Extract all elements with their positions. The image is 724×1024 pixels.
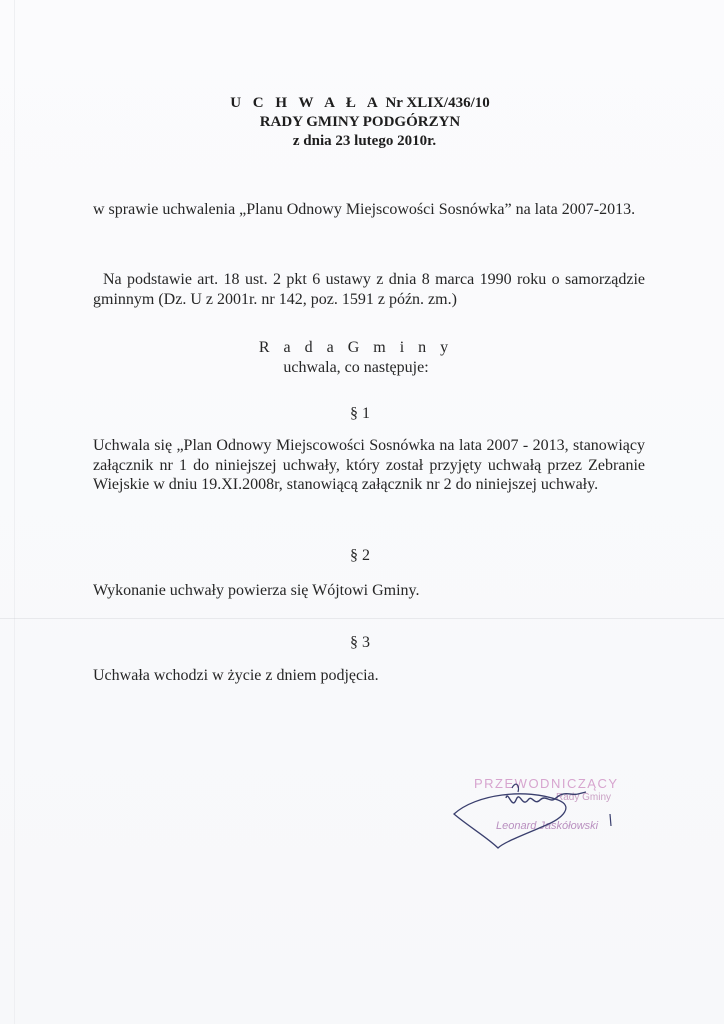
stamp-title: PRZEWODNICZĄCY [474, 776, 619, 791]
council-name: R a d a G m i n y [258, 339, 454, 356]
stamp-name: Leonard Jaskółowski [496, 820, 599, 832]
resolution-number [0, 94, 724, 113]
resolution-number-value: Nr XLIX/436/10 [381, 95, 490, 111]
issuing-body: RADY GMINY PODGÓRZYN [259, 114, 461, 130]
handwritten-signature [446, 770, 646, 850]
signature-block [446, 770, 646, 850]
section-3-text: Uchwała wchodzi w życie z dniem podjęcia. [93, 667, 379, 684]
section-1-text: Uchwala się „Plan Odnowy Miejscowości Sosnówka na lata 2007 - 2013, stanowiący załącznik nr 1 do niniejszej uchwały, który został przyjęty uchwałą przez Zebranie Wiejskie w dniu 19.XI.2008r, stanowiącą załącznik nr 2 do niniejszej uchwały. [93, 437, 645, 493]
paper-fold-line [0, 618, 724, 619]
legal-basis-text: Na podstawie art. 18 ust. 2 pkt 6 ustawy z dnia 8 marca 1990 roku o samorządzie gminnym (Dz. U z 2001r. nr 142, poz. 1591 z późn. zm.) [93, 271, 645, 308]
resolution-subject: w sprawie uchwalenia „Planu Odnowy Miejscowości Sosnówka” na lata 2007-2013. [93, 201, 636, 218]
resolution-date: z dnia 23 lutego 2010r. [292, 133, 437, 149]
legal-basis [93, 270, 645, 309]
section-2-label: § 2 [350, 547, 370, 564]
resolution-word: U C H W A Ł A [230, 95, 382, 111]
council-resolves: uchwala, co następuje: [283, 358, 429, 376]
section-1-label: § 1 [350, 405, 370, 422]
council-block [0, 338, 718, 377]
scan-edge-line [14, 0, 15, 1024]
section-2-text: Wykonanie uchwały powierza się Wójtowi Gminy. [93, 582, 420, 599]
stamp-subtitle: Rady Gminy [556, 792, 612, 803]
section-3-label: § 3 [350, 634, 370, 651]
resolution-header [0, 94, 724, 151]
